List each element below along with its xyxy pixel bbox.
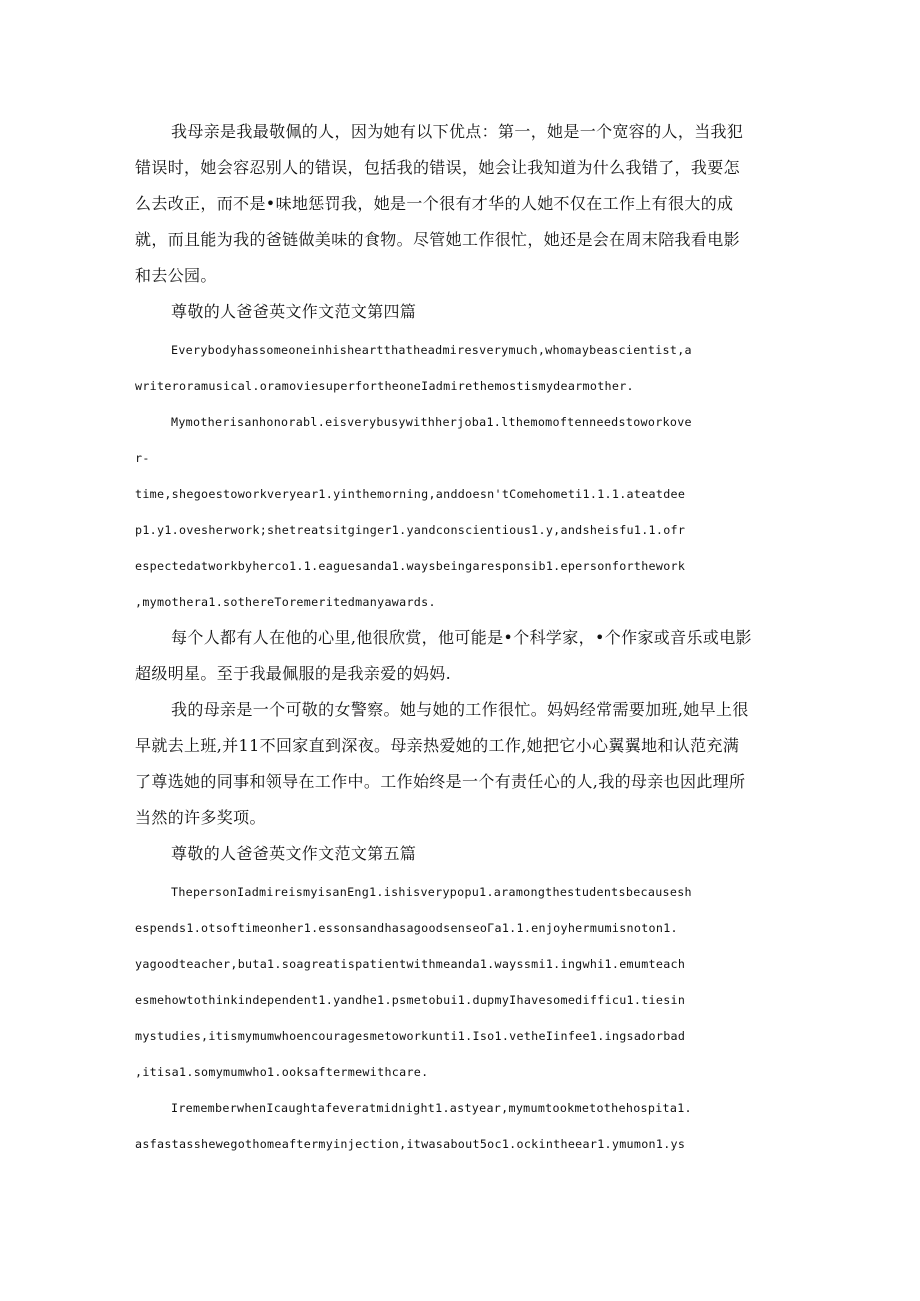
text-line: espends1.otsoftimeonher1.essonsandhasagoodsenseoΓa1.1.enjoyhermumisnoton1.	[135, 921, 678, 935]
section-heading: 尊敬的人爸爸英文作文范文第五篇	[171, 844, 417, 863]
section-heading-4	[135, 294, 775, 330]
text-line: r-	[135, 451, 150, 465]
text-line: 就，而且能为我的爸链做美味的食物。尽管她工作很忙，她还是会在周末陪我看电影	[135, 230, 740, 249]
text-line: 了尊选她的同事和领导在工作中。工作始终是一个有责任心的人,我的母亲也因此理所	[135, 772, 746, 791]
text-line: 早就去上班,并11不回家直到深夜。母亲热爱她的工作,她把它小心翼翼地和认范充满	[135, 736, 740, 755]
text-line: writeroramusical.oramoviesuperfortheoneIadmirethemostismydearmother.	[135, 379, 634, 393]
text-line: yagoodteacher,buta1.soagreatispatientwithmeanda1.wayssmi1.ingwhi1.emumteach	[135, 957, 686, 971]
text-line: 超级明星。至于我最佩服的是我亲爱的妈妈.	[135, 664, 452, 683]
paragraph-english-4	[135, 1090, 775, 1162]
paragraph-english-1	[135, 332, 775, 404]
text-line: 和去公园。	[135, 266, 217, 285]
text-line: 当然的许多奖项。	[135, 808, 266, 827]
section-heading: 尊敬的人爸爸英文作文范文第四篇	[171, 302, 417, 321]
text-line: time,shegoestoworkveryear1.yinthemorning,anddoesn'tComehometi1.1.1.ateatdee	[135, 487, 686, 501]
text-line: mystudies,itismymumwhoencouragesmetoworkunti1.Iso1.vetheIinfee1.ingsadorbad	[135, 1029, 686, 1043]
paragraph-mother-virtues	[135, 114, 775, 294]
text-line: 每个人都有人在他的心里,他很欣赏，他可能是•个科学家，•个作家或音乐或电影	[171, 628, 752, 647]
text-line: 我母亲是我最敬佩的人，因为她有以下优点：第一，她是一个宽容的人，当我犯	[171, 122, 744, 141]
text-line: asfastasshewegothomeaftermyinjection,itwasabout5oc1.ockintheear1.ymumon1.ys	[135, 1137, 686, 1151]
text-line: ,mymothera1.sothereToremeritedmanyawards.	[135, 595, 436, 609]
text-line: ThepersonIadmireismyisanEng1.ishisverypopu1.aramongthestudentsbecausesh	[171, 885, 692, 899]
paragraph-everyone-admires	[135, 620, 775, 692]
text-line: esmehowtothinkindependent1.yandhe1.psmetobui1.dupmyIhavesomedifficu1.tiesin	[135, 993, 686, 1007]
text-line: Mymotherisanhonorabl.eisverybusywithherjoba1.lthemomoftenneedstoworkove	[171, 415, 692, 429]
text-line: Everybodyhassomeoneinhisheartthatheadmiresverymuch,whomaybeascientist,a	[171, 343, 692, 357]
text-line: 么去改正，而不是•味地惩罚我，她是一个很有才华的人她不仅在工作上有很大的成	[135, 194, 734, 213]
section-heading-5	[135, 836, 775, 872]
text-line: ,itisa1.somymumwho1.ooksaftermewithcare.	[135, 1065, 429, 1079]
text-line: espectedatworkbyherco1.1.eaguesanda1.waysbeingaresponsib1.epersonforthework	[135, 559, 686, 573]
text-line: IrememberwhenIcaughtafeveratmidnight1.astyear,mymumtookmetothehospita1.	[171, 1101, 692, 1115]
text-line: 我的母亲是一个可敬的女警察。她与她的工作很忙。妈妈经常需要加班,她早上很	[171, 700, 749, 719]
paragraph-police-mother	[135, 692, 775, 836]
text-line: p1.y1.ovesherwork;shetreatsitginger1.yandconscientious1.y,andsheisfu1.1.ofr	[135, 523, 686, 537]
text-line: 错误时，她会容忍别人的错误，包括我的错误，她会让我知道为什么我错了，我要怎	[135, 158, 740, 177]
paragraph-english-3	[135, 874, 775, 1090]
paragraph-english-2	[135, 404, 775, 620]
